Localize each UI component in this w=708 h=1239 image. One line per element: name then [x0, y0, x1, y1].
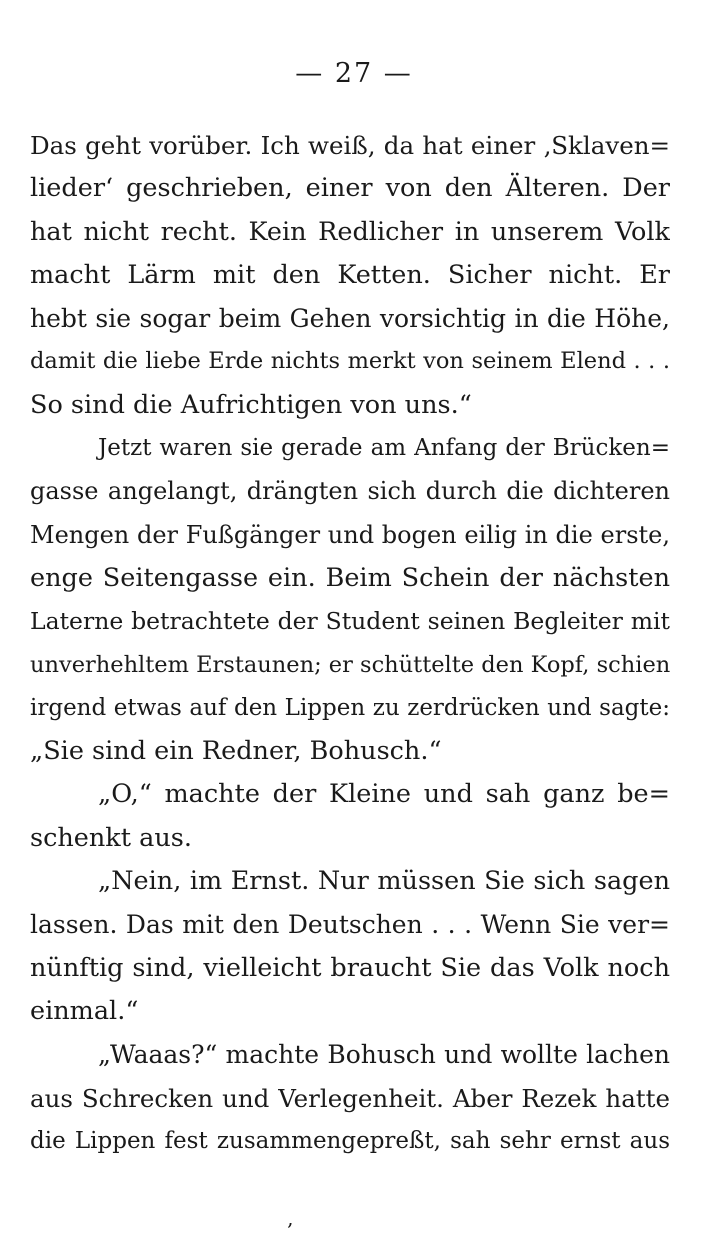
text-line: Laterne betrachtete der Student seinen Begleiter mit [30, 607, 670, 636]
text-line: irgend etwas auf den Lippen zu zerdrücken und sagte: [30, 694, 670, 721]
text-line: „O,“ machte der Kleine und sah ganz be= [98, 779, 670, 810]
text-line: lieder‘ geschrieben, einer von den Älteren. Der [30, 173, 670, 204]
text-line: „Nein, im Ernst. Nur müssen Sie sich sagen [98, 866, 670, 897]
text-line: nünftig sind, vielleicht braucht Sie das Volk noch [30, 952, 670, 983]
page-number: — 27 — [295, 58, 413, 89]
text-line: die Lippen fest zusammengepreßt, sah sehr ernst aus [30, 1127, 670, 1154]
text-line: Jetzt waren sie gerade am Anfang der Brücken= [98, 435, 670, 462]
text-line: „Sie sind ein Redner, Bohusch.“ [30, 736, 442, 767]
text-line: Mengen der Fußgänger und bogen eilig in die erste, [30, 520, 670, 549]
text-line: „Waaas?“ machte Bohusch und wollte lachen [98, 1040, 670, 1070]
body-text [30, 124, 670, 1163]
text-line: hat nicht recht. Kein Redlicher in unserem Volk [30, 216, 670, 247]
text-line: So sind die Aufrichtigen von uns.“ [30, 389, 472, 420]
text-line: Das geht vorüber. Ich weiß, da hat einer ‚Sklaven= [30, 131, 670, 160]
text-line: gasse angelangt, drängten sich durch die dichteren [30, 477, 670, 506]
text-line: einmal.“ [30, 995, 139, 1026]
text-line: aus Schrecken und Verlegenheit. Aber Rezek hatte [30, 1083, 670, 1113]
text-line: macht Lärm mit den Ketten. Sicher nicht. Er [30, 259, 670, 290]
text-line: schenkt aus. [30, 822, 192, 853]
text-line: lassen. Das mit den Deutschen . . . Wenn Sie ver= [30, 910, 670, 940]
text-line: enge Seitengasse ein. Beim Schein der nächsten [30, 562, 670, 593]
text-line: damit die liebe Erde nichts merkt von seinem Elend . . . [30, 348, 670, 375]
text-line: unverhehltem Erstaunen; er schüttelte den Kopf, schien [30, 651, 670, 678]
printer-mark: ‚ [287, 1206, 294, 1230]
text-line: hebt sie sogar beim Gehen vorsichtig in die Höhe, [30, 304, 670, 334]
